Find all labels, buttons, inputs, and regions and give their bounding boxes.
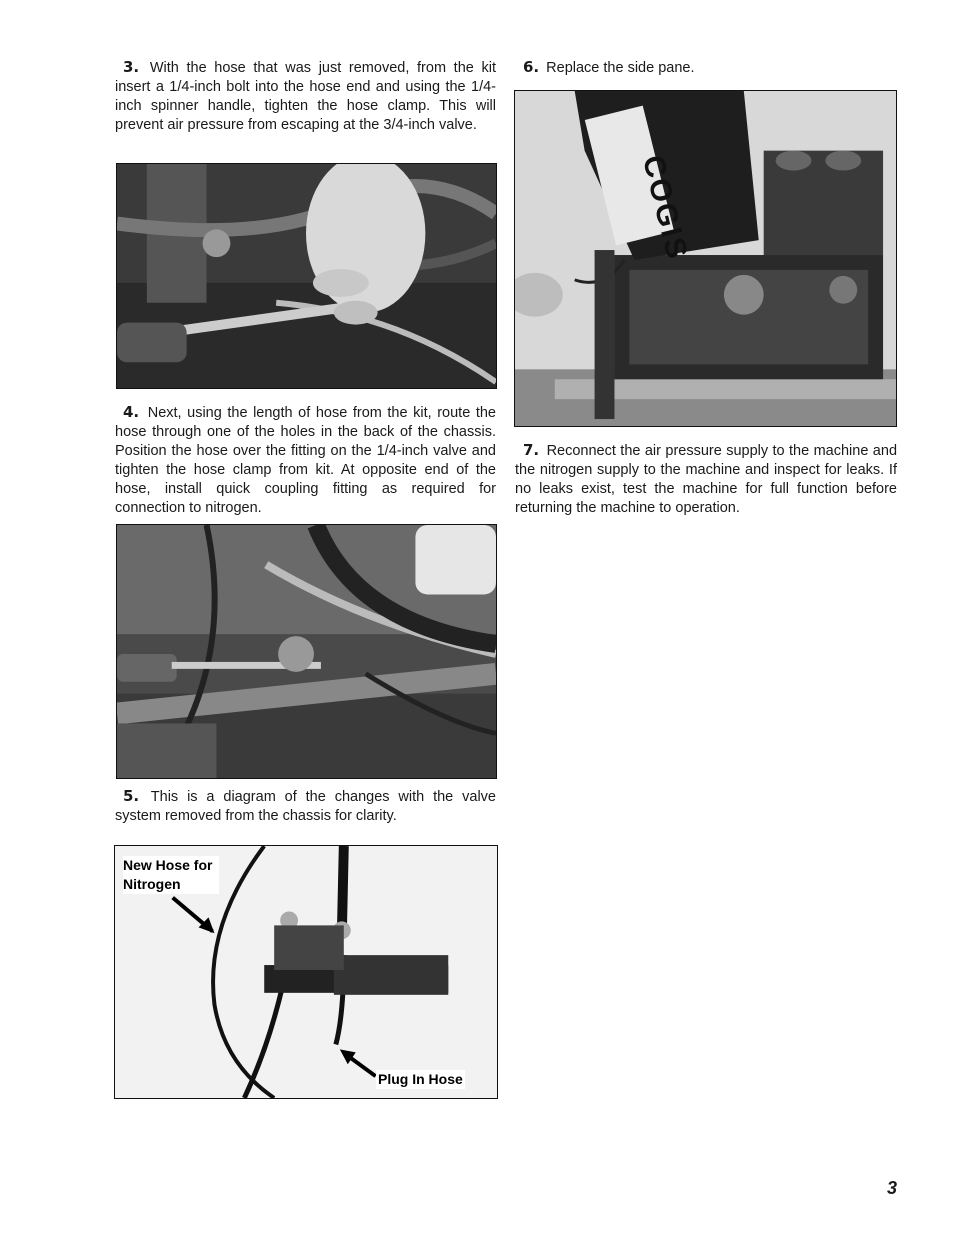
step-6-paragraph bbox=[515, 58, 897, 78]
photo-hose-clamp-tightening bbox=[116, 163, 497, 389]
step-5-text: This is a diagram of the changes with the valve system removed from the chassis for clarity. bbox=[115, 789, 496, 824]
step-4-number: 4. bbox=[123, 403, 140, 421]
photo-hose-routing bbox=[116, 524, 497, 779]
step-3-text: With the hose that was just removed, from the kit insert a 1/4-inch bolt into the hose end and using the 1/4-inch spinner handle, tighten the hose clamp. This will prevent air pressure from escaping at the 3/4-inch valve. bbox=[115, 60, 496, 133]
step-3-number: 3. bbox=[123, 58, 140, 76]
label-new-hose-for-nitrogen: New Hose for Nitrogen bbox=[123, 856, 219, 894]
step-3-paragraph bbox=[115, 58, 496, 135]
step-5-number: 5. bbox=[123, 787, 140, 805]
step-4-text: Next, using the length of hose from the kit, route the hose through one of the holes in the back of the chassis. Position the hose over the fitting on the 1/4-inch valve and tighten the hose clamp from kit. At opposite end of the hose, install quick coupling fitting as required for connection to nitrogen. bbox=[115, 405, 497, 516]
step-6-text: Replace the side pane. bbox=[546, 60, 695, 76]
machine-logo-text: COGIS bbox=[635, 152, 694, 264]
step-5-paragraph bbox=[115, 787, 496, 826]
photo-valve-diagram bbox=[114, 845, 498, 1099]
step-6-number: 6. bbox=[523, 58, 540, 76]
step-7-number: 7. bbox=[523, 441, 540, 459]
photo-machine-side-panel bbox=[514, 90, 897, 427]
step-4-paragraph bbox=[115, 403, 496, 518]
step-7-paragraph bbox=[515, 441, 897, 518]
page-number: 3 bbox=[886, 1178, 897, 1198]
label-plug-in-hose: Plug In Hose bbox=[378, 1071, 463, 1087]
step-7-text: Reconnect the air pressure supply to the machine and the nitrogen supply to the machine and inspect for leaks. If no leaks exist, test the machine for full function before returning the machine to operation. bbox=[515, 443, 898, 516]
